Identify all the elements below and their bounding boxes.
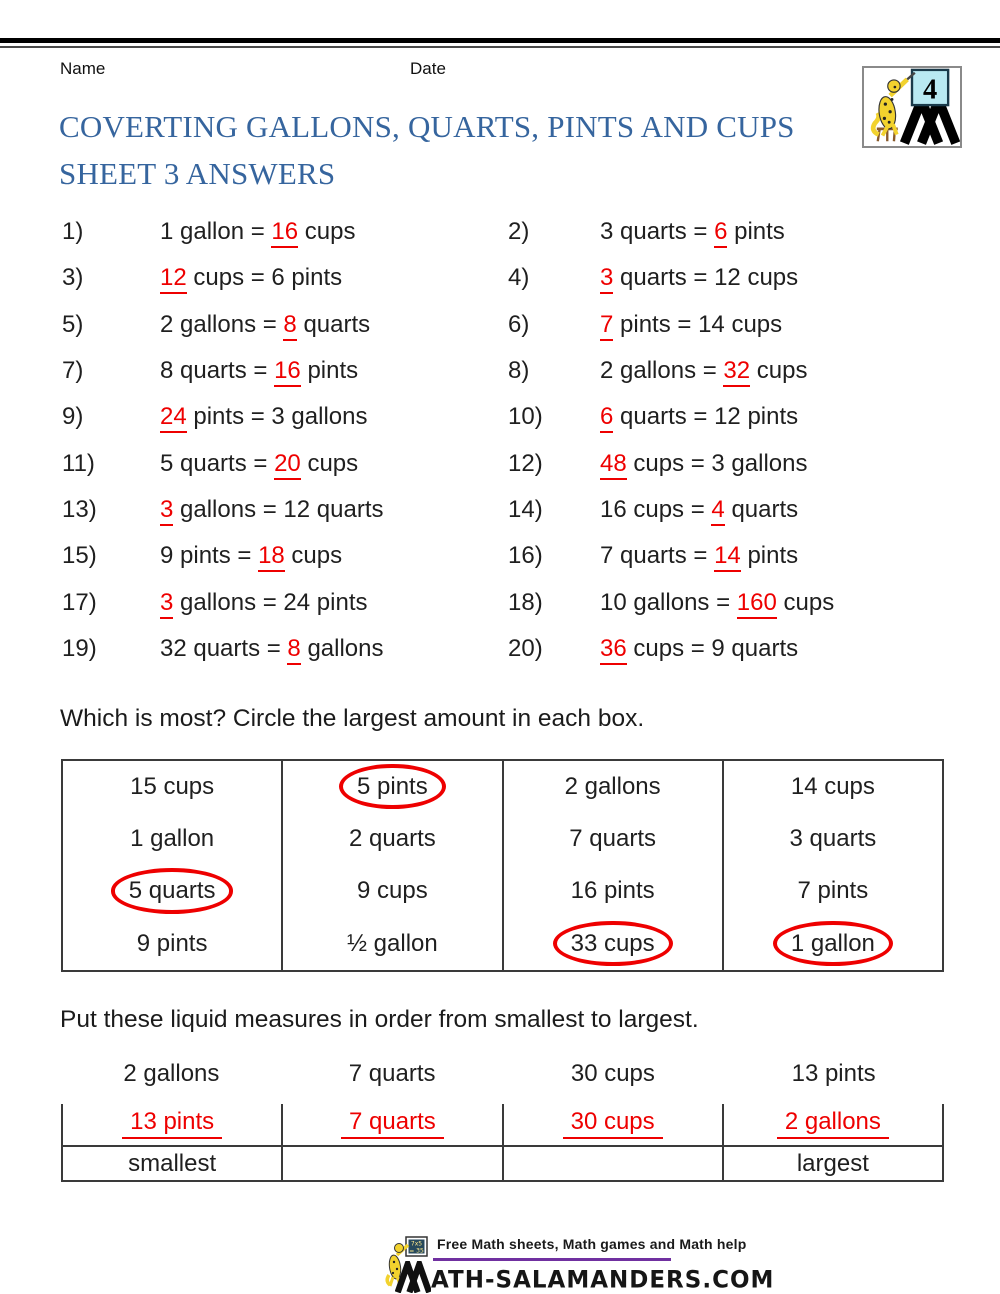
answer-value: 24 [160,403,187,433]
question-text: 3 quarts = 12 cups [600,264,1000,292]
question-text: 36 cups = 9 quarts [600,635,1000,663]
order-answer-value: 2 gallons [777,1110,889,1139]
order-answers-row [61,1104,944,1145]
answer-value: 160 [737,589,777,619]
question-number: 9) [62,403,84,431]
order-answer-value: 30 cups [563,1110,663,1139]
top-rule-thin [0,46,1000,48]
answer-value: 12 [160,264,187,294]
table-item: 3 quarts [789,825,877,853]
date-label: Date [410,59,446,78]
question-text: 3 gallons = 12 quarts [160,496,508,524]
question-row [0,394,1000,440]
table-item: 9 pints [136,929,208,957]
answer-value: 48 [600,450,627,480]
question-text: 16 cups = 4 quarts [600,496,1000,524]
table-item: 16 pints [570,877,655,905]
question-row [0,209,1000,255]
answer-value: 6 [600,403,613,433]
question-text: 5 quarts = 20 cups [160,450,508,478]
answer-value: 16 [274,357,301,387]
table-item: ½ gallon [347,929,438,957]
question-row [0,579,1000,625]
circled-item: 5 pints [357,772,428,800]
question-number: 19) [62,634,97,662]
question-number: 8) [508,357,530,385]
order-answer-value: 13 pints [122,1110,222,1139]
answer-value: 14 [714,542,741,572]
footer [383,1234,775,1294]
question-number: 16) [508,542,543,570]
question-number: 6) [508,310,530,338]
circle-table-column [502,761,722,970]
answer-value: 4 [711,496,724,526]
table-item: 1 gallon [130,825,215,853]
order-item: 2 gallons [123,1060,220,1087]
table-item: 2 gallons [564,772,661,800]
circle-table-column [281,761,501,970]
grade-badge-logo [862,66,962,148]
table-item: 2 quarts [349,825,436,853]
question-row [0,302,1000,348]
question-number: 15) [62,542,97,570]
title-line-1: COVERTING GALLONS, QUARTS, PINTS AND CUPS [59,109,795,144]
table-item: 7 pints [797,877,869,905]
answer-value: 3 [160,589,173,619]
question-text: 2 gallons = 32 cups [600,357,1000,385]
table-item: 14 cups [790,772,875,800]
footer-tagline: Free Math sheets, Math games and Math help [437,1236,747,1252]
circle-table [61,759,944,972]
answer-value: 20 [274,450,301,480]
grade-number: 4 [922,74,938,106]
title-line-2: SHEET 3 ANSWERS [59,156,336,191]
question-row [0,626,1000,672]
brand-text: ATH-SALAMANDERS.COM [431,1266,775,1294]
question-row [0,348,1000,394]
answer-value: 18 [258,542,285,572]
question-row [0,533,1000,579]
question-number: 5) [62,310,84,338]
question-text: 3 gallons = 24 pints [160,589,508,617]
question-text: 8 quarts = 16 pints [160,357,508,385]
answer-value: 3 [160,496,173,526]
question-text: 9 pints = 18 cups [160,542,508,570]
question-text: 7 quarts = 14 pints [600,542,1000,570]
question-number: 3) [62,264,84,292]
order-label-cell: smallest [63,1147,283,1180]
question-text: 3 quarts = 6 pints [600,218,1000,246]
question-number: 20) [508,634,543,662]
table-item: 15 cups [130,772,215,800]
circle-table-column [63,761,281,970]
order-answer-cell [283,1104,503,1145]
order-label-cell [504,1147,724,1180]
top-rule-thick [0,38,1000,43]
order-item: 13 pints [791,1060,876,1087]
answer-value: 3 [600,264,613,294]
circle-section-heading: Which is most? Circle the largest amount in each box. [60,705,645,732]
order-label-cell: largest [724,1147,944,1180]
footer-m-logo-icon [395,1261,431,1293]
footer-board-line2: = 35 [409,1247,424,1255]
salamander-grade-icon [864,68,960,146]
order-labels-row [61,1145,944,1182]
table-item: 9 cups [357,877,428,905]
answer-value: 8 [283,311,296,341]
question-number: 14) [508,495,543,523]
page-title [59,103,859,197]
question-number: 18) [508,588,543,616]
question-text: 10 gallons = 160 cups [600,589,1000,617]
order-answer-value: 7 quarts [341,1110,444,1139]
order-label-cell [283,1147,503,1180]
circled-item: 5 quarts [128,877,216,905]
name-label: Name [60,59,106,78]
order-answer-cell [63,1104,283,1145]
answer-value: 6 [714,218,727,248]
question-number: 4) [508,264,530,292]
question-number: 2) [508,218,530,246]
order-item: 7 quarts [348,1060,436,1087]
question-number: 1) [62,218,84,246]
order-items-row [61,1060,944,1088]
question-text: 24 pints = 3 gallons [160,403,508,431]
question-row [0,440,1000,486]
table-item: 7 quarts [569,825,656,853]
questions-grid [0,209,1000,672]
question-text: 32 quarts = 8 gallons [160,635,508,663]
question-text: 7 pints = 14 cups [600,311,1000,339]
question-text: 6 quarts = 12 pints [600,403,1000,431]
footer-board-line1: 7x5 [410,1240,423,1248]
question-text: 12 cups = 6 pints [160,264,508,292]
order-section-heading: Put these liquid measures in order from smallest to largest. [60,1006,699,1033]
question-number: 13) [62,495,97,523]
order-answer-cell [724,1104,944,1145]
answer-value: 32 [723,357,750,387]
order-answer-cell [504,1104,724,1145]
question-number: 7) [62,357,84,385]
answer-value: 16 [271,218,298,248]
question-text: 48 cups = 3 gallons [600,450,1000,478]
circled-item: 33 cups [570,929,655,957]
circled-item: 1 gallon [790,929,875,957]
question-text: 2 gallons = 8 quarts [160,311,508,339]
footer-brand [395,1261,774,1293]
question-text: 1 gallon = 16 cups [160,218,508,246]
question-number: 10) [508,403,543,431]
answer-value: 36 [600,635,627,665]
question-row [0,487,1000,533]
answer-value: 8 [287,635,300,665]
question-row [0,255,1000,301]
question-number: 11) [62,449,95,477]
order-answer-table [61,1104,944,1182]
answer-value: 7 [600,311,613,341]
circle-table-column [722,761,942,970]
question-number: 12) [508,449,543,477]
order-item: 30 cups [570,1060,655,1087]
question-number: 17) [62,588,97,616]
